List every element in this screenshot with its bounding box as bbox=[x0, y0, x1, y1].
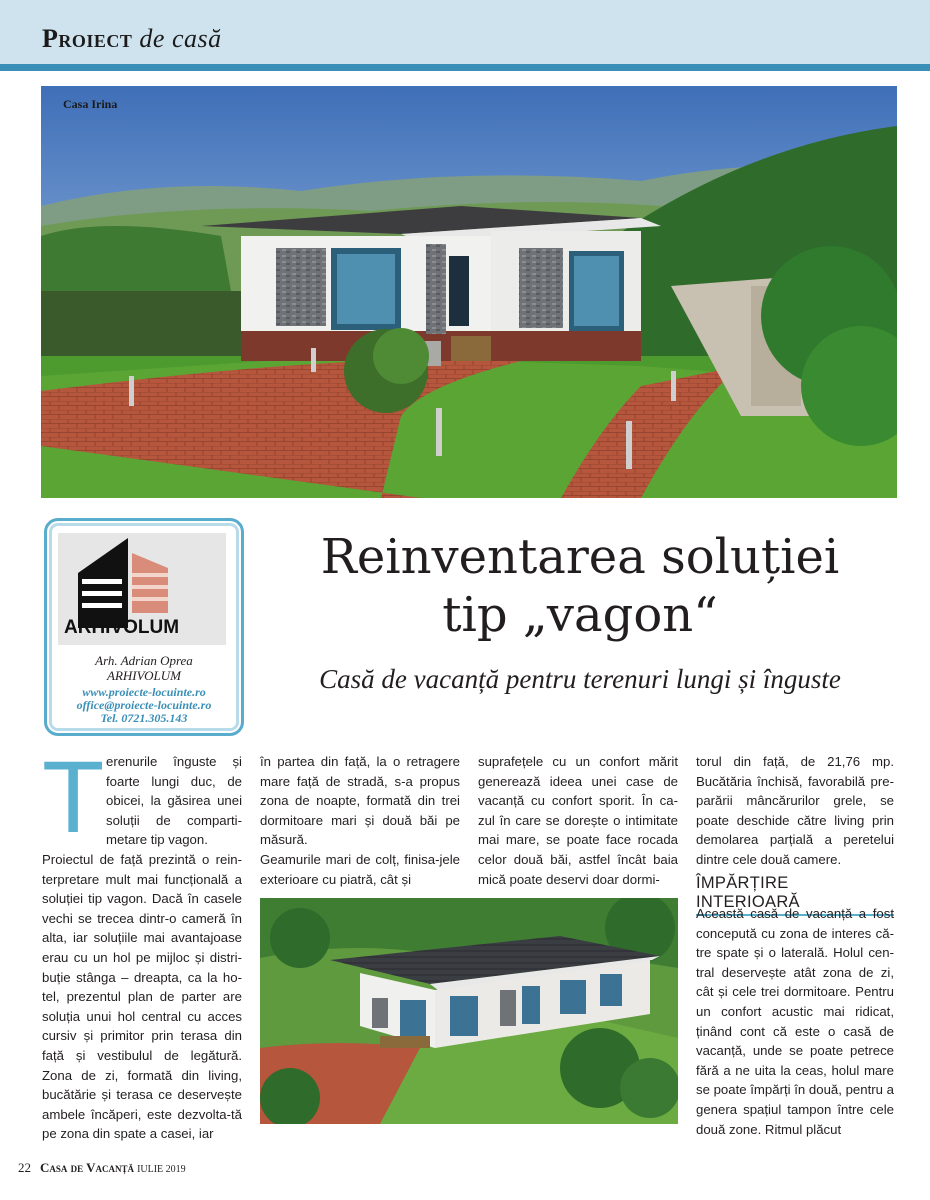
column-3: suprafețele cu un confort mărit generează ideea unei case de vacanță cu confort sporit. În ca-zul în care se dorește o intimitate mai mare, se poate face rocada celor două băi, astfel încât baia mică poate deservi doar dormi- bbox=[478, 754, 678, 887]
article-title bbox=[270, 528, 890, 644]
section-title-italic: de casă bbox=[139, 24, 222, 53]
architect-firm: ARHIVOLUM bbox=[107, 668, 181, 683]
hero-caption: Casa Irina bbox=[63, 97, 118, 111]
issue-date: IULIE 2019 bbox=[137, 1164, 186, 1175]
article-title-line1: Reinventarea soluției bbox=[320, 529, 840, 585]
aerial-house-illustration bbox=[260, 898, 678, 1124]
header-rule bbox=[0, 64, 930, 71]
architect-phone: Tel. 0721.305.143 bbox=[100, 711, 188, 725]
column-2-paragraph-1: în partea din față, la o retragere mare față de stradă, s-a propus zona de noapte, formată din trei dormitoare mari și două băi pe măsură. bbox=[260, 754, 460, 848]
house-render-illustration bbox=[41, 86, 897, 498]
architect-website-link[interactable]: www.proiecte-locuinte.ro bbox=[82, 685, 206, 699]
article-title-line2: tip „vagon“ bbox=[442, 587, 718, 643]
section-title-bold: Proiect bbox=[42, 24, 133, 53]
magazine-name: Casa de Vacanță bbox=[40, 1160, 135, 1175]
arhivolum-logo bbox=[58, 533, 226, 645]
column-1-body: Proiectul de față prezintă o rein-terpretare mult mai funcțională a soluției tip vagon. Dacă în casele vechi se trecea dintr-o cameră în alta, iar soluțiile mai avantajoase erau cu un hol pe mijloc și distri-buție stânga – dreapta, ca la ho-tel, prezentul plan de parter are soluția unui hol central cu acces cursiv și primitor prin terasa din față și vestibulul de legătură. Zona de zi, formată din living, bucătărie și terasa ce deservește ambele încăperi, este dezvolta-tă pe zona din spate a casei, iar bbox=[42, 852, 242, 1142]
logo-wordmark: ARHIVOLUM bbox=[64, 617, 180, 638]
column-2 bbox=[260, 752, 460, 889]
column-4-top: torul din față, de 21,76 mp. Bucătăria închisă, favorabilă pre-parării mâncărurilor grele, se poate deschide către living prin demolarea parțială a peretelui dintre cele două camere. bbox=[696, 754, 894, 867]
aerial-render-image bbox=[260, 898, 678, 1124]
architect-email-link[interactable]: office@proiecte-locuinte.ro bbox=[76, 698, 212, 712]
column-4-body: Această casă de vacanță a fost concepută cu zona de interes că-tre spate și o laterală. Holul cen-tral deservește atât zona de zi, cât și cele trei dormitoare. Pentru un confort acustic mai ridicat, ținând cont că este o casă de vacanță, unde se poate petrece fără a ne uita la ceas, holul mare se poate împărți în două, pentru a genera spațiul tampon între cele două zone. Ritmul plăcut bbox=[696, 906, 894, 1137]
architect-name: Arh. Adrian Oprea bbox=[95, 653, 193, 668]
section-title bbox=[42, 24, 222, 54]
subheading-interior: ÎMPĂRȚIRE INTERIOARĂ bbox=[696, 874, 894, 916]
drop-cap: T bbox=[42, 740, 105, 854]
column-2-paragraph-2: Geamurile mari de colț, finisa-jele exterioare cu piatră, cât și bbox=[260, 851, 460, 887]
hero-image bbox=[41, 86, 897, 498]
page-number: 22 bbox=[18, 1160, 31, 1175]
article-subtitle: Casă de vacanță pentru terenuri lungi și înguste bbox=[319, 664, 841, 694]
column-1-lead: erenurile înguste și foarte lungi duc, de obicei, la găsirea unei soluții de comparti-metare tip vagon. bbox=[106, 754, 242, 848]
page-footer bbox=[18, 1160, 186, 1176]
